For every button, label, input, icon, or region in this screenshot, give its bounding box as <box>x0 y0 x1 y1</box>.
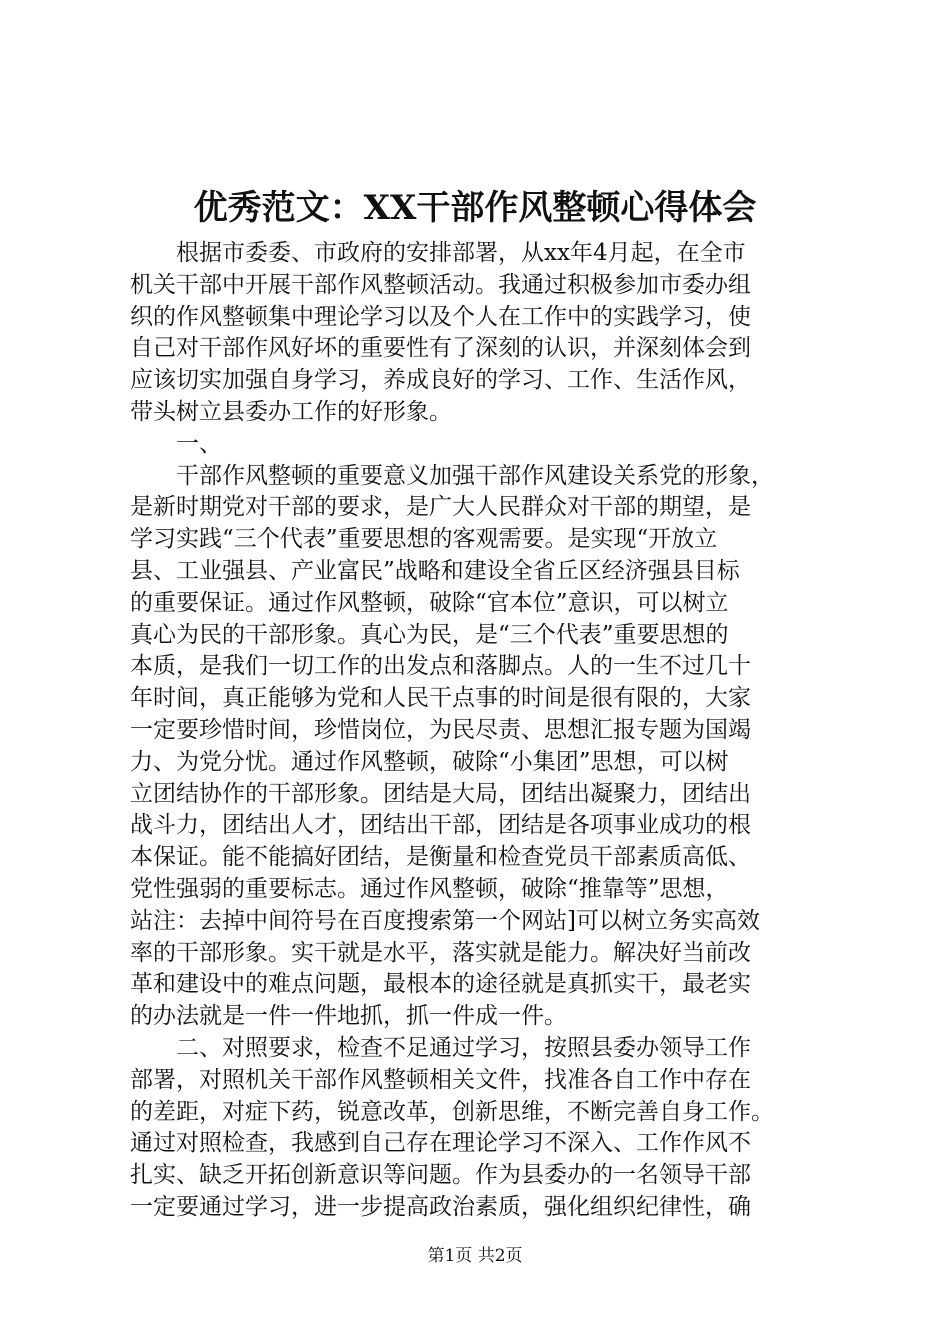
text-line: 真心为民的干部形象。真心为民，是“三个代表”重要思想的 <box>130 621 729 648</box>
text-line: 年时间，真正能够为党和人民干点事的时间是很有限的，大家 <box>130 685 751 712</box>
text-line: 的办法就是一件一件地抓，抓一件成一件。 <box>130 1003 567 1030</box>
text-line: 应该切实加强自身学习，养成良好的学习、工作、生活作风， <box>130 367 751 394</box>
text-line: 一定要通过学习，进一步提高政治素质，强化组织纪律性，确 <box>130 1193 751 1220</box>
text-line: 率的干部形象。实干就是水平，落实就是能力。解决好当前改 <box>130 939 751 966</box>
text-line: 本保证。能不能搞好团结，是衡量和检查党员干部素质高低、 <box>130 844 751 871</box>
text-line: 的差距，对症下药，锐意改革，创新思维，不断完善自身工作。 <box>130 1098 774 1125</box>
text-line: 本质，是我们一切工作的出发点和落脚点。人的一生不过几十 <box>130 653 751 680</box>
text-line: 力、为党分忧。通过作风整顿，破除“小集团”思想，可以树 <box>130 748 729 775</box>
text-line: 立团结协作的干部形象。团结是大局，团结出凝聚力，团结出 <box>130 780 751 807</box>
text-line: 带头树立县委办工作的好形象。 <box>130 398 452 425</box>
text-line: 扎实、缺乏开拓创新意识等问题。作为县委办的一名领导干部 <box>130 1162 751 1189</box>
text-line: 学习实践“三个代表”重要思想的客观需要。是实现“开放立 <box>130 526 718 553</box>
text-line: 是新时期党对干部的要求，是广大人民群众对干部的期望，是 <box>130 494 751 521</box>
text-line: 一、 <box>130 430 222 457</box>
text-line: 通过对照检查，我感到自己存在理论学习不深入、工作作风不 <box>130 1130 751 1157</box>
page-footer: 第1页 共2页 <box>427 1246 523 1266</box>
text-line: 机关干部中开展干部作风整顿活动。我通过积极参加市委办组 <box>130 271 751 298</box>
text-line: 二、对照要求，检查不足通过学习，按照县委办领导工作 <box>130 1034 751 1061</box>
text-line: 县、工业强县、产业富民”战略和建设全省丘区经济强县目标 <box>130 557 740 584</box>
text-line: 战斗力，团结出人才，团结出干部，团结是各项事业成功的根 <box>130 812 751 839</box>
text-line: 干部作风整顿的重要意义加强干部作风建设关系党的形象， <box>130 462 774 489</box>
text-line: 部署，对照机关干部作风整顿相关文件，找准各自工作中存在 <box>130 1066 751 1093</box>
text-line: 的重要保证。通过作风整顿，破除“官本位”意识，可以树立 <box>130 589 729 616</box>
text-line: 站注：去掉中间符号在百度搜索第一个网站]可以树立务实高效 <box>130 907 760 934</box>
document-title: 优秀范文：XX干部作风整顿心得体会 <box>193 188 757 228</box>
text-line: 根据市委委、市政府的安排部署，从xx年4月起，在全市 <box>130 240 746 266</box>
document-body <box>130 238 834 1224</box>
text-line: 党性强弱的重要标志。通过作风整顿，破除“推靠等”思想， <box>130 875 729 902</box>
text-line: 织的作风整顿集中理论学习以及个人在工作中的实践学习，使 <box>130 303 751 330</box>
text-line: 一定要珍惜时间，珍惜岗位，为民尽责、思想汇报专题为国竭 <box>130 716 751 743</box>
text-line: 革和建设中的难点问题，最根本的途径就是真抓实干，最老实 <box>130 971 751 998</box>
text-line: 自己对干部作风好坏的重要性有了深刻的认识，并深刻体会到 <box>130 335 751 362</box>
